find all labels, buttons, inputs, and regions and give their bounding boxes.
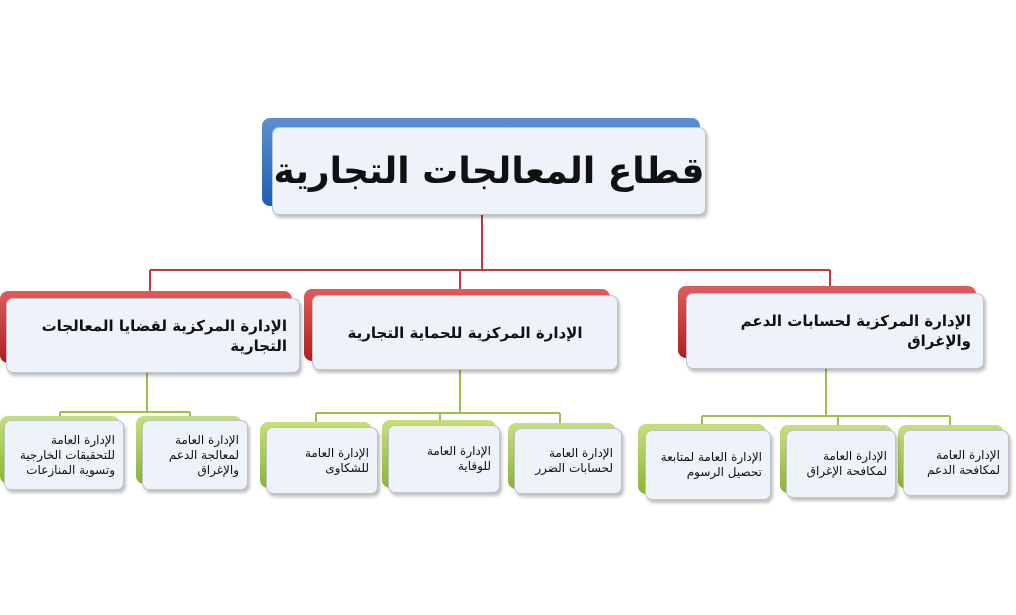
department-card-trade-remedies-cases bbox=[6, 298, 300, 373]
unit-title: الإدارة العامة للتحقيقات الخارجية وتسوية المنازعات bbox=[19, 432, 115, 477]
department-title: الإدارة المركزية لقضايا المعالجات التجارية bbox=[41, 316, 287, 355]
unit-card bbox=[514, 428, 622, 494]
department-card-subsidies-dumping bbox=[686, 293, 984, 369]
unit-title: الإدارة العامة لمعالجة الدعم والإغراق bbox=[168, 432, 239, 477]
department-title: الإدارة المركزية للحماية التجارية bbox=[347, 323, 583, 342]
unit-card bbox=[4, 420, 124, 490]
unit-title: الإدارة العامة لمكافحة الإغراق bbox=[806, 449, 887, 478]
unit-card bbox=[786, 430, 896, 498]
unit-card bbox=[142, 420, 248, 490]
root-title: قطاع المعالجات التجارية bbox=[273, 150, 705, 192]
unit-title: الإدارة العامة لمتابعة تحصيل الرسوم bbox=[660, 450, 762, 479]
unit-card bbox=[645, 430, 771, 500]
unit-title: الإدارة العامة لمكافحة الدعم bbox=[926, 448, 1000, 477]
root-card bbox=[272, 127, 706, 215]
department-title: الإدارة المركزية لحسابات الدعم والإغراق bbox=[740, 312, 971, 350]
unit-card bbox=[266, 427, 378, 494]
unit-title: الإدارة العامة للشكاوى bbox=[304, 445, 369, 475]
unit-card bbox=[388, 425, 500, 493]
department-card-trade-protection bbox=[312, 295, 618, 370]
unit-card bbox=[903, 430, 1009, 496]
unit-title: الإدارة العامة للوقاية bbox=[426, 444, 491, 473]
unit-title: الإدارة العامة لحسابات الضرر bbox=[535, 446, 613, 475]
